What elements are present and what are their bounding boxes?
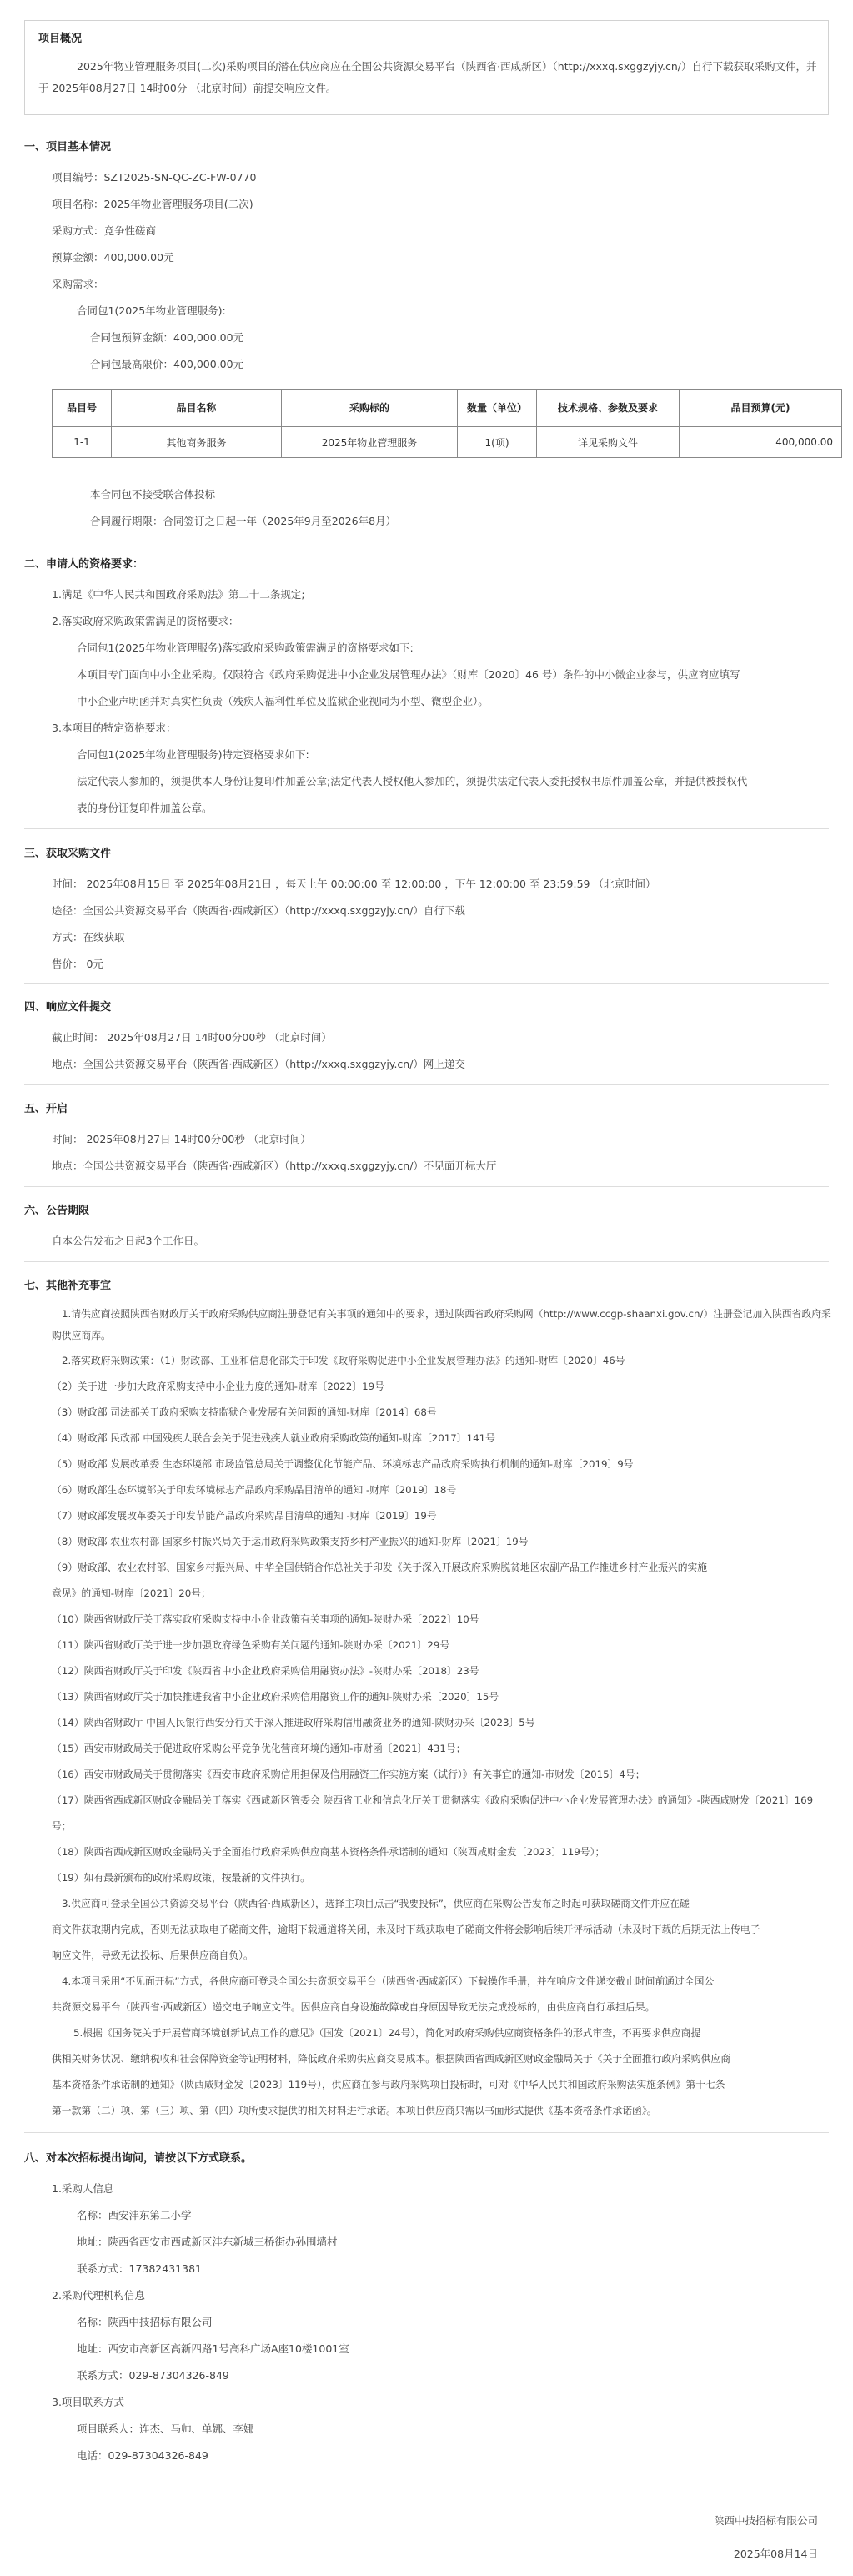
policy-item-cont: 号；: [52, 1820, 72, 1832]
acquire-time: 时间： 2025年08月15日 至 2025年08月21日 ，每天上午 00:00:00 至 12:00:00 ，下午 12:00:00 至 23:59:59 （北京时间）: [52, 878, 656, 890]
supplement-1: 1.请供应商按照陕西省财政厅关于政府采购供应商注册登记有关事项的通知中的要求，通过陕西省政府采购网（http://www.ccgp-shaanxi.gov.cn/）注册登记加入陕西省政府采购供应商库。: [52, 1308, 831, 1341]
table-header-cell: 采购标的: [282, 390, 458, 427]
overview-text: 2025年物业管理服务项目(二次)采购项目的潜在供应商应在全国公共资源交易平台（陕西省·西咸新区）（http://xxxq.sxggzyjy.cn/）自行下载获取采购文件，并于 2025年08月27日 14时00分 （北京时间）前提交响应文件。: [38, 60, 817, 94]
supplement-5-cont: 供相关财务状况、缴纳税收和社会保障资金等证明材料，降低政府采购供应商交易成本。根据陕西省西咸新区财政金融局关于《关于全面推行政府采购供应商: [52, 2053, 730, 2065]
table-row: [53, 427, 842, 458]
supplement-5-cont: 第一款第（二）项、第（三）项、第（四）项所要求提供的相关材料进行承诺。本项目供应商只需以书面形式提供《基本资格条件承诺函》。: [52, 2105, 657, 2116]
table-header-cell: 品目号: [53, 390, 112, 427]
section-divider: [24, 2132, 829, 2133]
policy-item: （5）财政部 发展改革委 生态环境部 市场监管总局关于调整优化节能产品、环境标志产品政府采购执行机制的通知-财库〔2019〕9号: [52, 1458, 634, 1470]
procurement-requirement: 采购需求：: [52, 278, 104, 290]
section-divider: [24, 1261, 829, 1262]
opening-place: 地点：全国公共资源交易平台（陕西省·西咸新区）（http://xxxq.sxggzyjy.cn/）不见面开标大厅: [52, 1160, 497, 1172]
supplement-3-cont: 商文件获取期内完成，否则无法获取电子磋商文件，逾期下载通道将关闭，未及时下载获取电子磋商文件将会影响后续开评标活动（未及时下载的后期无法上传电子: [52, 1924, 760, 1935]
policy-item: （7）财政部发展改革委关于印发节能产品政府采购品目清单的通知 -财库〔2019〕19号: [52, 1510, 437, 1522]
table-cell: 2025年物业管理服务: [282, 427, 458, 458]
qualification-2-detail: 本项目专门面向中小企业采购。仅限符合《政府采购促进中小企业发展管理办法》（财库〔2020〕46 号）条件的中小微企业参与，供应商应填写: [77, 668, 740, 681]
acquire-mode: 方式：在线获取: [52, 931, 125, 943]
agent-name: 名称：陕西中技招标有限公司: [77, 2316, 213, 2328]
buyer-address: 地址：陕西省西安市西咸新区沣东新城三桥街办孙围墙村: [77, 2236, 338, 2248]
policy-item-cont: 意见》的通知-财库〔2021〕20号；: [52, 1587, 211, 1599]
no-consortium-note: 本合同包不接受联合体投标: [90, 488, 216, 501]
policy-item: （16）西安市财政局关于贯彻落实《西安市政府采购信用担保及信用融资工作实施方案（试行）》有关事宜的通知-市财发〔2015〕4号；: [52, 1768, 645, 1780]
section-7-title: 七、其他补充事宜: [24, 1280, 112, 1292]
acquire-channel: 途径：全国公共资源交易平台（陕西省·西咸新区）（http://xxxq.sxggzyjy.cn/）自行下载: [52, 904, 465, 917]
table-cell: 详见采购文件: [537, 427, 680, 458]
opening-time: 时间： 2025年08月27日 14时00分00秒 （北京时间）: [52, 1133, 311, 1145]
agent-heading: 2.采购代理机构信息: [52, 2289, 145, 2302]
policy-item: （2）关于进一步加大政府采购支持中小企业力度的通知-财库〔2022〕19号: [52, 1381, 384, 1392]
table-header-cell: 数量（单位）: [458, 390, 537, 427]
policy-item: （14）陕西省财政厅 中国人民银行西安分行关于深入推进政府采购信用融资业务的通知-陕财办采〔2023〕5号: [52, 1717, 535, 1728]
policy-item: （8）财政部 农业农村部 国家乡村振兴局关于运用政府采购政策支持乡村产业振兴的通知-财库〔2021〕19号: [52, 1536, 529, 1547]
agent-address: 地址：西安市高新区高新四路1号高科广场A座10楼1001室: [77, 2342, 349, 2355]
qualification-3-package: 合同包1(2025年物业管理服务)特定资格要求如下:: [77, 748, 309, 761]
project-number: 项目编号：SZT2025-SN-QC-ZC-FW-0770: [52, 171, 257, 184]
section-divider: [24, 1186, 829, 1187]
package-title: 合同包1(2025年物业管理服务):: [77, 304, 226, 317]
notice-period: 自本公告发布之日起3个工作日。: [52, 1235, 204, 1247]
section-4-title: 四、响应文件提交: [24, 1001, 112, 1014]
table-cell: 1-1: [53, 427, 112, 458]
table-cell: 1(项): [458, 427, 537, 458]
policy-item: （17）陕西省西咸新区财政金融局关于落实《西咸新区管委会 陕西省工业和信息化厅关于贯彻落实《政府采购促进中小企业发展管理办法》的通知》-陕西咸财发〔2021〕169: [52, 1794, 814, 1806]
table-cell: 400,000.00: [680, 427, 842, 458]
section-5-title: 五、开启: [24, 1103, 68, 1115]
submit-place: 地点：全国公共资源交易平台（陕西省·西咸新区）（http://xxxq.sxggzyjy.cn/）网上递交: [52, 1058, 465, 1070]
policy-item: （6）财政部生态环境部关于印发环境标志产品政府采购品目清单的通知 -财库〔2019〕18号: [52, 1484, 457, 1496]
submit-deadline: 截止时间： 2025年08月27日 14时00分00秒 （北京时间）: [52, 1031, 332, 1044]
policy-item: （13）陕西省财政厅关于加快推进我省中小企业政府采购信用融资工作的通知-陕财办采〔2020〕15号: [52, 1691, 499, 1703]
supplement-4-cont: 共资源交易平台（陕西省·西咸新区）递交电子响应文件。因供应商自身设施故障或自身原因导致无法完成投标的，由供应商自行承担后果。: [52, 2001, 655, 2013]
overview-title: 项目概况: [38, 33, 83, 45]
policy-item: （11）陕西省财政厅关于进一步加强政府绿色采购有关问题的通知-陕财办采〔2021〕29号: [52, 1639, 450, 1651]
supplement-5-cont: 基本资格条件承诺制的通知》（陕西咸财金发〔2023〕119号），供应商在参与政府采购项目投标时，可对《中华人民共和国政府采购法实施条例》第十七条: [52, 2079, 725, 2090]
buyer-name: 名称：西安沣东第二小学: [77, 2209, 192, 2221]
policy-item: （3）财政部 司法部关于政府采购支持监狱企业发展有关问题的通知-财库〔2014〕68号: [52, 1406, 437, 1418]
policy-item: （10）陕西省财政厅关于落实政府采购支持中小企业政策有关事项的通知-陕财办采〔2022〕10号: [52, 1613, 479, 1625]
items-table: [52, 389, 842, 458]
budget-amount: 预算金额：400,000.00元: [52, 251, 174, 264]
signature-org: 陕西中技招标有限公司: [713, 2514, 818, 2527]
qualification-3-detail: 法定代表人参加的，须提供本人身份证复印件加盖公章;法定代表人授权他人参加的，须提供法定代表人委托授权书原件加盖公章，并提供被授权代: [77, 775, 748, 787]
supplement-5: 5.根据《国务院关于开展营商环境创新试点工作的意见》（国发〔2021〕24号），简化对政府采购供应商资格条件的形式审查，不再要求供应商提: [73, 2027, 701, 2039]
qualification-2-package: 合同包1(2025年物业管理服务)落实政府采购政策需满足的资格要求如下:: [77, 641, 414, 654]
policy-item: （4）财政部 民政部 中国残疾人联合会关于促进残疾人就业政府采购政策的通知-财库〔2017〕141号: [52, 1432, 495, 1444]
signature-date: 2025年08月14日: [733, 2548, 818, 2560]
procurement-method: 采购方式：竞争性磋商: [52, 224, 157, 237]
table-header-cell: 品目名称: [112, 390, 282, 427]
overview-box: [24, 20, 829, 115]
package-max-price: 合同包最高限价：400,000.00元: [90, 358, 244, 370]
qualification-3-detail-cont: 表的身份证复印件加盖公章。: [77, 802, 213, 814]
qualification-3: 3.本项目的特定资格要求：: [52, 722, 177, 734]
project-name: 项目名称：2025年物业管理服务项目(二次): [52, 198, 253, 210]
acquire-price: 售价： 0元: [52, 958, 103, 970]
table-header-cell: 技术规格、参数及要求: [537, 390, 680, 427]
supplement-4: 4.本项目采用“不见面开标”方式，各供应商可登录全国公共资源交易平台（陕西省·西咸新区）下载操作手册，并在响应文件递交截止时间前通过全国公: [62, 1975, 715, 1987]
package-budget: 合同包预算金额：400,000.00元: [90, 331, 244, 344]
table-header-cell: 品目预算(元): [680, 390, 842, 427]
policy-item: （15）西安市财政局关于促进政府采购公平竞争优化营商环境的通知-市财函〔2021〕431号；: [52, 1743, 466, 1754]
qualification-2: 2.落实政府采购政策需满足的资格要求：: [52, 615, 239, 627]
section-divider: [24, 1084, 829, 1085]
section-8-title: 八、对本次招标提出询问，请按以下方式联系。: [24, 2152, 253, 2165]
supplement-3-cont: 响应文件，导致无法投标、后果供应商自负）。: [52, 1950, 253, 1961]
section-2-title: 二、申请人的资格要求：: [24, 558, 144, 571]
contract-period: 合同履行期限：合同签订之日起一年（2025年9月至2026年8月）: [90, 515, 397, 527]
policy-item: （12）陕西省财政厅关于印发《陕西省中小企业政府采购信用融资办法》-陕财办采〔2018〕23号: [52, 1665, 479, 1677]
supplement-3: 3.供应商可登录全国公共资源交易平台（陕西省·西咸新区），选择主项目点击“我要投标”，供应商在采购公告发布之时起可获取磋商文件并应在磋: [62, 1898, 690, 1909]
agent-contact: 联系方式：029-87304326-849: [77, 2369, 229, 2382]
qualification-1: 1.满足《中华人民共和国政府采购法》第二十二条规定;: [52, 588, 305, 601]
section-divider: [24, 828, 829, 829]
project-contact-heading: 3.项目联系方式: [52, 2396, 124, 2408]
buyer-contact: 联系方式：17382431381: [77, 2262, 202, 2275]
section-3-title: 三、获取采购文件: [24, 848, 112, 860]
section-1-title: 一、项目基本情况: [24, 141, 112, 153]
section-6-title: 六、公告期限: [24, 1205, 90, 1217]
policy-item: （18）陕西省西咸新区财政金融局关于全面推行政府采购供应商基本资格条件承诺制的通知（陕西咸财金发〔2023〕119号）；: [52, 1846, 605, 1858]
section-divider: [24, 983, 829, 984]
supplement-2: 2.落实政府采购政策：（1）财政部、工业和信息化部关于印发《政府采购促进中小企业发展管理办法》的通知-财库〔2020〕46号: [62, 1355, 625, 1366]
project-contact-phone: 电话：029-87304326-849: [77, 2449, 208, 2462]
table-header-row: [53, 390, 842, 427]
table-cell: 其他商务服务: [112, 427, 282, 458]
policy-item: （9）财政部、农业农村部、国家乡村振兴局、中华全国供销合作总社关于印发《关于深入开展政府采购脱贫地区农副产品工作推进乡村产业振兴的实施: [52, 1562, 708, 1573]
qualification-2-detail-cont: 中小企业声明函并对真实性负责（残疾人福利性单位及监狱企业视同为小型、微型企业）。: [77, 695, 489, 707]
project-contact-person: 项目联系人：连杰、马帅、单娜、李娜: [77, 2423, 254, 2435]
buyer-heading: 1.采购人信息: [52, 2182, 114, 2195]
policy-item: （19）如有最新颁布的政府采购政策，按最新的文件执行。: [52, 1872, 310, 1884]
